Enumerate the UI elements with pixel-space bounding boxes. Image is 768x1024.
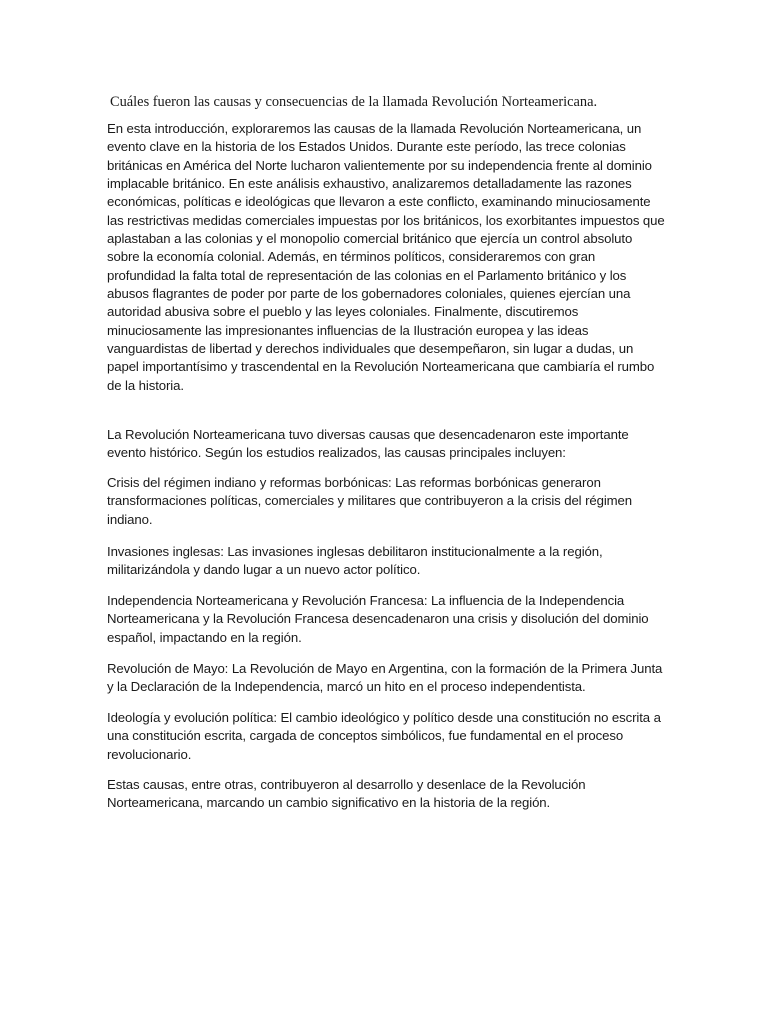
cause-paragraph: Invasiones inglesas: Las invasiones inglesas debilitaron institucionalmente a la región, militarizándola y dando lugar a un nuevo actor político. (107, 544, 603, 578)
cause-paragraph: Revolución de Mayo: La Revolución de Mayo en Argentina, con la formación de la Primera Junta y la Declaración de la Independencia, marcó un hito en el proceso independentista. (107, 661, 663, 695)
intro-paragraph: En esta introducción, exploraremos las causas de la llamada Revolución Norteamericana, un evento clave en la historia de los Estados Unidos. Durante este período, las trece colonias británicas en América del Norte lucharon valientemente por su independencia frente al dominio implacable británico. En este análisis exhaustivo, analizaremos detalladamente las razones económicas, políticas e ideológicas que llevaron a este conflicto, examinando minuciosamente las restrictivas medidas comerciales impuestas por los británicos, los exorbitantes impuestos que aplastaban a las colonias y el monopolio comercial británico que ejercía un control absoluto sobre la economía colonial. Además, en términos políticos, consideraremos con gran profundidad la falta total de representación de las colonias en el Parlamento británico y los abusos flagrantes de poder por parte de los gobernadores coloniales, quienes ejercían una autoridad abusiva sobre el pueblo y las leyes coloniales. Finalmente, discutiremos minuciosamente las impresionantes influencias de la Ilustración europea y las ideas vanguardistas de libertad y derechos individuales que desempeñaron, sin lugar a dudas, un papel importantísimo y trascendental en la Revolución Norteamericana que cambiaría el rumbo de la historia. (107, 121, 665, 393)
cause-paragraph: Independencia Norteamericana y Revolución Francesa: La influencia de la Independencia Norteamericana y la Revolución Francesa desencadenaron una crisis y disolución del dominio español, impactando en la región. (107, 593, 649, 645)
document-title: Cuáles fueron las causas y consecuencias de la llamada Revolución Norteamericana. (110, 94, 598, 110)
conclusion-paragraph: Estas causas, entre otras, contribuyeron al desarrollo y desenlace de la Revolución Norteamericana, marcando un cambio significativo en la historia de la región. (107, 777, 586, 811)
cause-paragraph: Crisis del régimen indiano y reformas borbónicas: Las reformas borbónicas generaron transformaciones políticas, comerciales y militares que contribuyeron a la crisis del régimen indiano. (107, 475, 633, 527)
cause-paragraph: Ideología y evolución política: El cambio ideológico y político desde una constitución no escrita a una constitución escrita, cargada de conceptos simbólicos, fue fundamental en el proceso revolucionario. (107, 710, 661, 762)
causes-intro-paragraph: La Revolución Norteamericana tuvo diversas causas que desencadenaron este importante evento histórico. Según los estudios realizados, las causas principales incluyen: (107, 427, 629, 461)
